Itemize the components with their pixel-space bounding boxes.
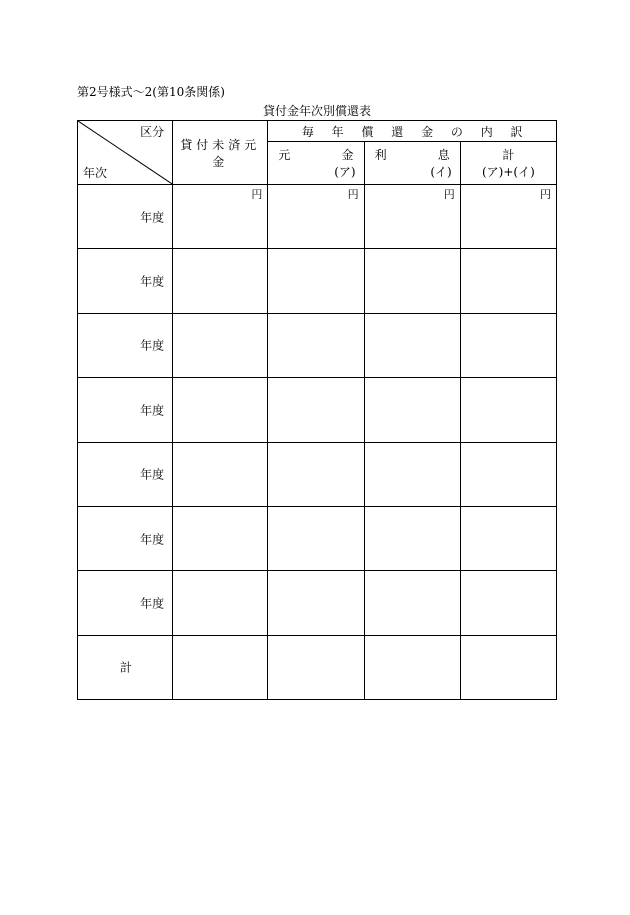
principal-right-char: 金 [341,148,354,162]
document-title: 貸付金年次別償還表 [262,104,371,118]
year-cell [78,378,173,442]
outstanding-cell [173,635,268,699]
year-header-label: 年次 [83,166,108,180]
interest-header [364,142,460,185]
outstanding-cell [173,506,268,570]
outstanding-cell [173,378,268,442]
yen-unit: 円 [443,188,455,201]
year-cell [78,249,173,313]
year-label: 年度 [140,274,165,289]
yen-unit: 円 [540,188,551,201]
outstanding-cell [173,442,268,506]
table-row [78,185,557,249]
header-row-1 [78,121,557,142]
year-label: 年度 [140,338,165,353]
total-cell [460,249,556,313]
total-column-header [460,142,556,185]
year-cell [78,313,173,377]
outstanding-principal-label: 貸付未済元金 [180,137,261,169]
form-number-label: 第2号様式〜2(第10条関係) [77,85,225,99]
repayment-table [77,120,557,700]
table-row [78,442,557,506]
outstanding-cell [173,185,268,249]
total-column-formula: (ア)+(イ) [481,165,535,179]
table-row [78,571,557,635]
category-label: 区分 [140,125,165,139]
outstanding-cell [173,249,268,313]
annual-repayment-breakdown-label: 毎 年 償 還 金 の 内 訳 [301,124,523,139]
yen-unit: 円 [347,188,359,201]
total-column-label: 計 [502,148,515,162]
principal-header [268,142,364,185]
year-cell [78,506,173,570]
total-cell [460,442,556,506]
principal-cell [268,442,364,506]
interest-right-char: 息 [437,148,450,162]
total-cell [460,185,556,249]
annual-repayment-breakdown-header [268,121,557,142]
outstanding-cell [173,571,268,635]
principal-left-char: 元 [278,148,291,162]
total-cell [460,378,556,442]
total-row-label: 計 [120,660,133,675]
principal-mark: (ア) [334,165,356,179]
total-cell [460,506,556,570]
interest-cell [364,571,460,635]
interest-cell [364,506,460,570]
principal-cell [268,313,364,377]
total-cell [460,635,556,699]
total-row-label-cell [78,635,173,699]
interest-cell [364,635,460,699]
year-label: 年度 [140,596,165,611]
table-row [78,378,557,442]
total-row [78,635,557,699]
year-label: 年度 [140,467,165,482]
interest-cell [364,185,460,249]
interest-cell [364,249,460,313]
year-label: 年度 [140,403,165,418]
principal-cell [268,185,364,249]
year-cell [78,185,173,249]
total-cell [460,313,556,377]
interest-cell [364,313,460,377]
year-cell [78,442,173,506]
outstanding-principal-header [173,121,268,185]
principal-cell [268,571,364,635]
year-label: 年度 [140,532,165,547]
table-row [78,313,557,377]
interest-cell [364,442,460,506]
principal-cell [268,249,364,313]
outstanding-cell [173,313,268,377]
interest-mark: (イ) [430,165,452,179]
principal-cell [268,506,364,570]
interest-cell [364,378,460,442]
principal-cell [268,378,364,442]
diagonal-header-cell [78,121,173,185]
total-cell [460,571,556,635]
principal-cell [268,635,364,699]
year-label: 年度 [140,210,165,225]
yen-unit: 円 [251,188,263,201]
interest-left-char: 利 [374,148,387,162]
table-row [78,506,557,570]
table-row [78,249,557,313]
year-cell [78,571,173,635]
